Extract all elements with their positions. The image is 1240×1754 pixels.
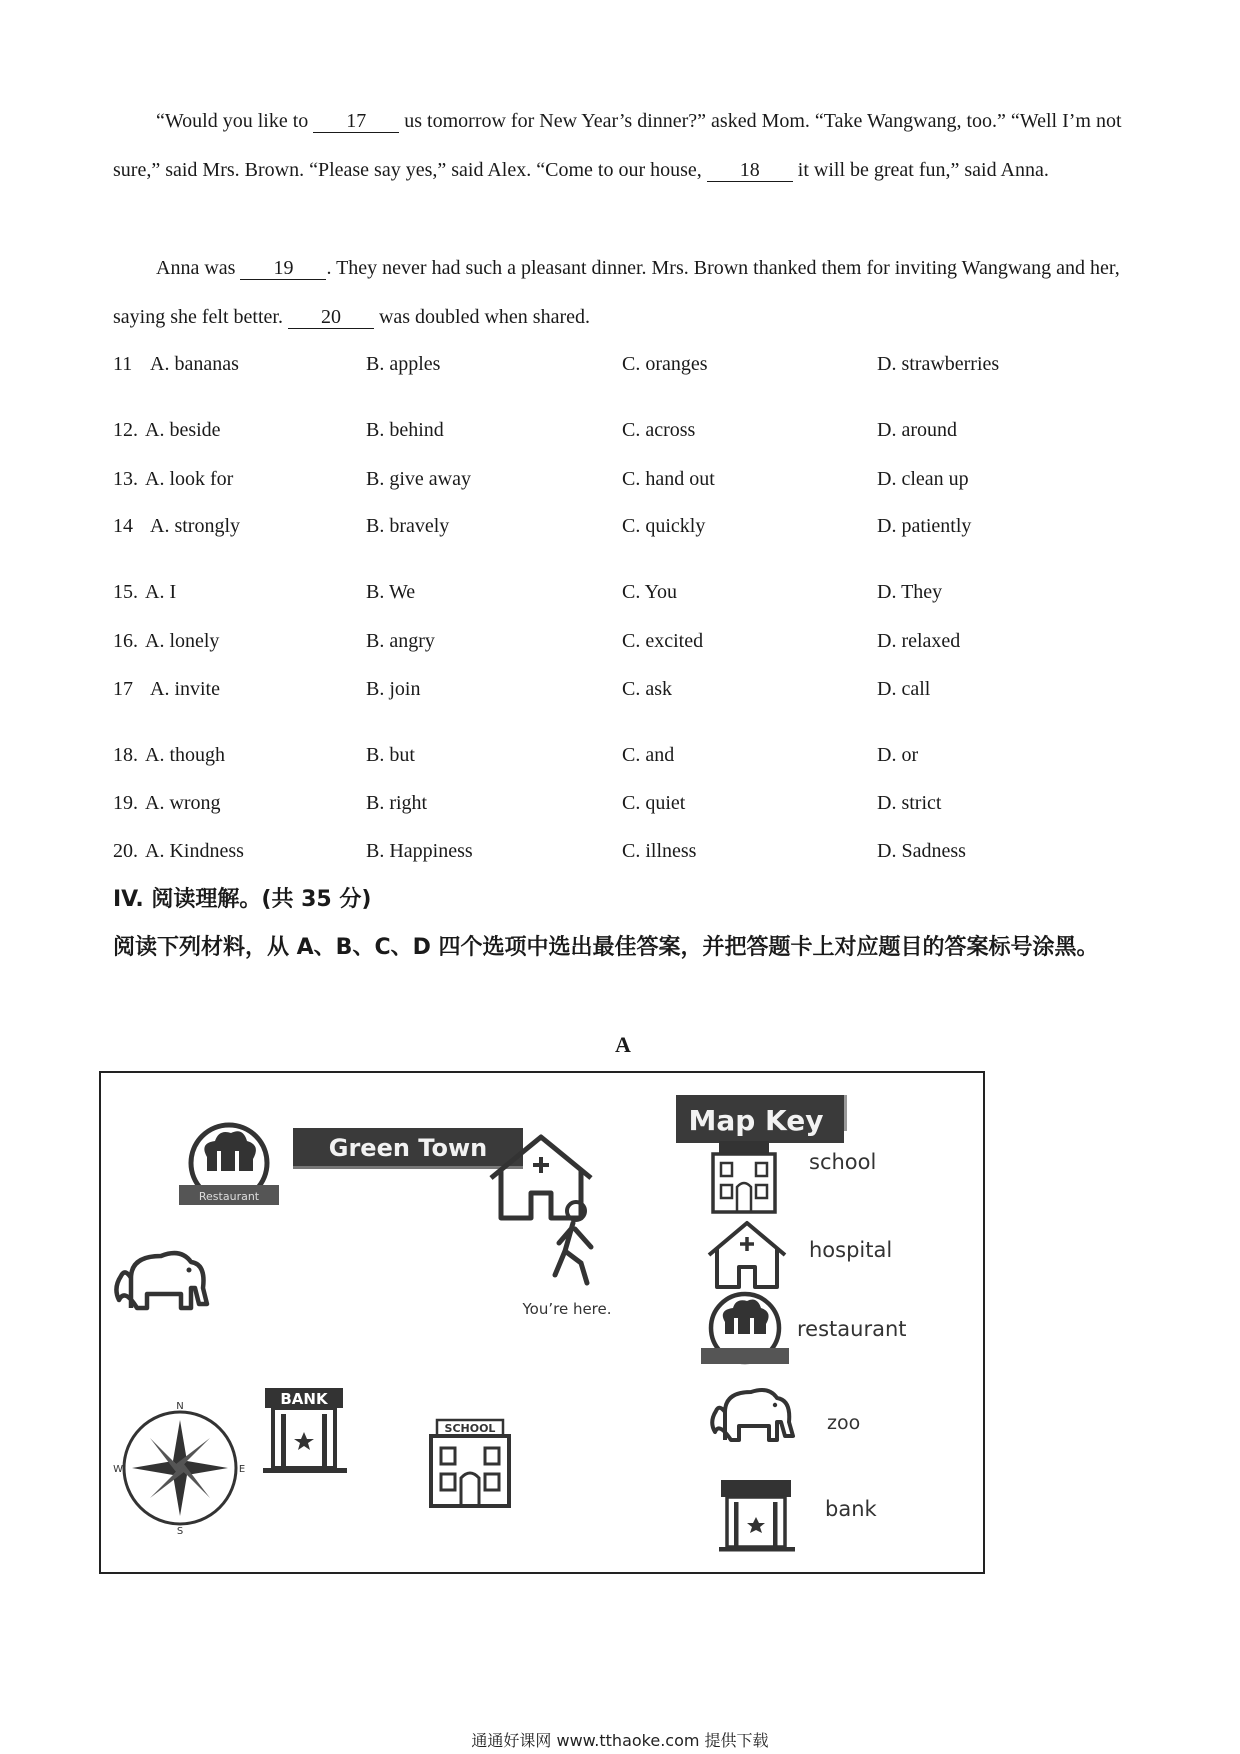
p1-text-3: it will be great fun,” said Anna. <box>792 159 1049 181</box>
question-number: 16. <box>113 630 138 652</box>
option-a[interactable]: A. bananas <box>150 353 239 375</box>
option-a[interactable]: A. beside <box>145 419 221 441</box>
option-c[interactable]: C. and <box>622 744 675 766</box>
map-canvas <box>101 1073 985 1574</box>
p2-text-2: . They never had such a pleasant dinner. Mrs. Brown thanked them for inviting Wangwang and her, saying she felt better. <box>113 257 1120 328</box>
key-label-bank: bank <box>825 1497 877 1521</box>
option-a[interactable]: A. Kindness <box>145 840 244 862</box>
key-school-icon <box>713 1141 775 1212</box>
option-b[interactable]: B. Happiness <box>366 840 473 862</box>
compass-north: N <box>176 1401 184 1412</box>
option-d[interactable]: D. They <box>877 581 943 603</box>
option-d[interactable]: D. clean up <box>877 468 969 490</box>
bank-icon <box>263 1388 347 1473</box>
compass-icon <box>113 1401 245 1537</box>
option-d[interactable]: D. around <box>877 419 957 441</box>
option-b[interactable]: B. apples <box>366 353 441 375</box>
question-row-12 <box>113 419 1133 449</box>
p2-text-1: Anna was <box>156 257 241 279</box>
question-number: 13. <box>113 468 138 490</box>
option-c[interactable]: C. quiet <box>622 792 686 814</box>
map-key-banner <box>676 1095 847 1143</box>
option-b[interactable]: B. but <box>366 744 415 766</box>
question-row-13 <box>113 468 1133 498</box>
question-number: 17 <box>113 678 133 700</box>
passage-paragraph-2 <box>113 244 1133 342</box>
option-c[interactable]: C. illness <box>622 840 697 862</box>
option-c[interactable]: C. You <box>622 581 678 603</box>
key-hospital-icon <box>709 1223 785 1287</box>
page-footer: 通通好课网 www.tthaoke.com 提供下载 <box>471 1731 769 1750</box>
walking-person-icon <box>555 1202 591 1283</box>
option-a[interactable]: A. though <box>145 744 225 766</box>
school-sign-text: SCHOOL <box>444 1422 496 1435</box>
school-icon <box>431 1420 509 1506</box>
option-c[interactable]: C. quickly <box>622 515 706 537</box>
p2-text-3: was doubled when shared. <box>373 306 591 328</box>
bank-sign-text: BANK <box>280 1390 328 1408</box>
option-b[interactable]: B. behind <box>366 419 444 441</box>
question-number: 14 <box>113 515 133 537</box>
key-restaurant-icon <box>701 1294 789 1364</box>
question-number: 19. <box>113 792 138 814</box>
option-b[interactable]: B. angry <box>366 630 435 652</box>
question-row-20 <box>113 840 1133 870</box>
elephant-icon <box>116 1253 207 1308</box>
you-are-here-label: You’re here. <box>522 1300 612 1318</box>
option-d[interactable]: D. call <box>877 678 931 700</box>
option-d[interactable]: D. strict <box>877 792 942 814</box>
blank-20: 20 <box>288 306 374 329</box>
option-d[interactable]: D. relaxed <box>877 630 961 652</box>
restaurant-badge-text: Restaurant <box>198 1190 260 1203</box>
option-b[interactable]: B. join <box>366 678 421 700</box>
question-row-11 <box>113 353 1133 383</box>
passage-paragraph-1 <box>113 97 1133 195</box>
question-number: 18. <box>113 744 138 766</box>
map-key-title: Map Key <box>688 1104 824 1137</box>
question-row-14 <box>113 515 1133 545</box>
option-d[interactable]: D. or <box>877 744 919 766</box>
blank-19: 19 <box>240 257 326 280</box>
passage-label: A <box>615 1032 631 1057</box>
key-elephant-icon <box>712 1390 793 1440</box>
question-number: 11 <box>113 353 133 375</box>
green-town-map <box>99 1071 985 1574</box>
option-c[interactable]: C. across <box>622 419 696 441</box>
option-b[interactable]: B. bravely <box>366 515 450 537</box>
compass-east: E <box>238 1464 246 1475</box>
option-d[interactable]: D. strawberries <box>877 353 1000 375</box>
key-label-school: school <box>809 1150 877 1174</box>
option-c[interactable]: C. excited <box>622 630 704 652</box>
question-number: 15. <box>113 581 138 603</box>
question-number: 20. <box>113 840 138 862</box>
question-row-16 <box>113 630 1133 660</box>
map-title-banner <box>293 1128 523 1169</box>
key-label-zoo: zoo <box>827 1412 861 1434</box>
option-a[interactable]: A. strongly <box>150 515 240 537</box>
section-instruction: 阅读下列材料，从 A、B、C、D 四个选项中选出最佳答案，并把答题卡上对应题目的答案标号涂黑。 <box>113 935 1099 960</box>
key-label-restaurant: restaurant <box>797 1317 907 1341</box>
option-a[interactable]: A. invite <box>150 678 220 700</box>
map-title: Green Town <box>328 1134 488 1162</box>
option-d[interactable]: D. patiently <box>877 515 972 537</box>
section-title: IV. 阅读理解。(共 35 分) <box>113 887 372 912</box>
option-a[interactable]: A. I <box>145 581 177 603</box>
question-row-15 <box>113 581 1133 611</box>
option-b[interactable]: B. right <box>366 792 428 814</box>
restaurant-icon <box>179 1125 279 1205</box>
option-a[interactable]: A. look for <box>145 468 234 490</box>
question-row-18 <box>113 744 1133 774</box>
compass-west: W <box>113 1464 123 1475</box>
option-a[interactable]: A. wrong <box>145 792 221 814</box>
option-b[interactable]: B. give away <box>366 468 471 490</box>
blank-18: 18 <box>707 159 793 182</box>
compass-south: S <box>176 1526 184 1537</box>
option-a[interactable]: A. lonely <box>145 630 220 652</box>
question-row-19 <box>113 792 1133 822</box>
key-label-hospital: hospital <box>809 1238 893 1262</box>
p1-text-2: us tomorrow for New Year’s dinner?” asked Mom. “Take Wangwang, too.” “Well I’m not sure,” said Mrs. Brown. “Please say yes,” said Alex. “Come to our house, <box>113 110 1122 181</box>
blank-17: 17 <box>313 110 399 133</box>
option-c[interactable]: C. oranges <box>622 353 708 375</box>
option-c[interactable]: C. hand out <box>622 468 715 490</box>
question-row-17 <box>113 678 1133 708</box>
option-d[interactable]: D. Sadness <box>877 840 966 862</box>
question-number: 12. <box>113 419 138 441</box>
option-c[interactable]: C. ask <box>622 678 672 700</box>
key-bank-icon <box>719 1480 795 1552</box>
p1-text-1: “Would you like to <box>156 110 314 132</box>
option-b[interactable]: B. We <box>366 581 416 603</box>
